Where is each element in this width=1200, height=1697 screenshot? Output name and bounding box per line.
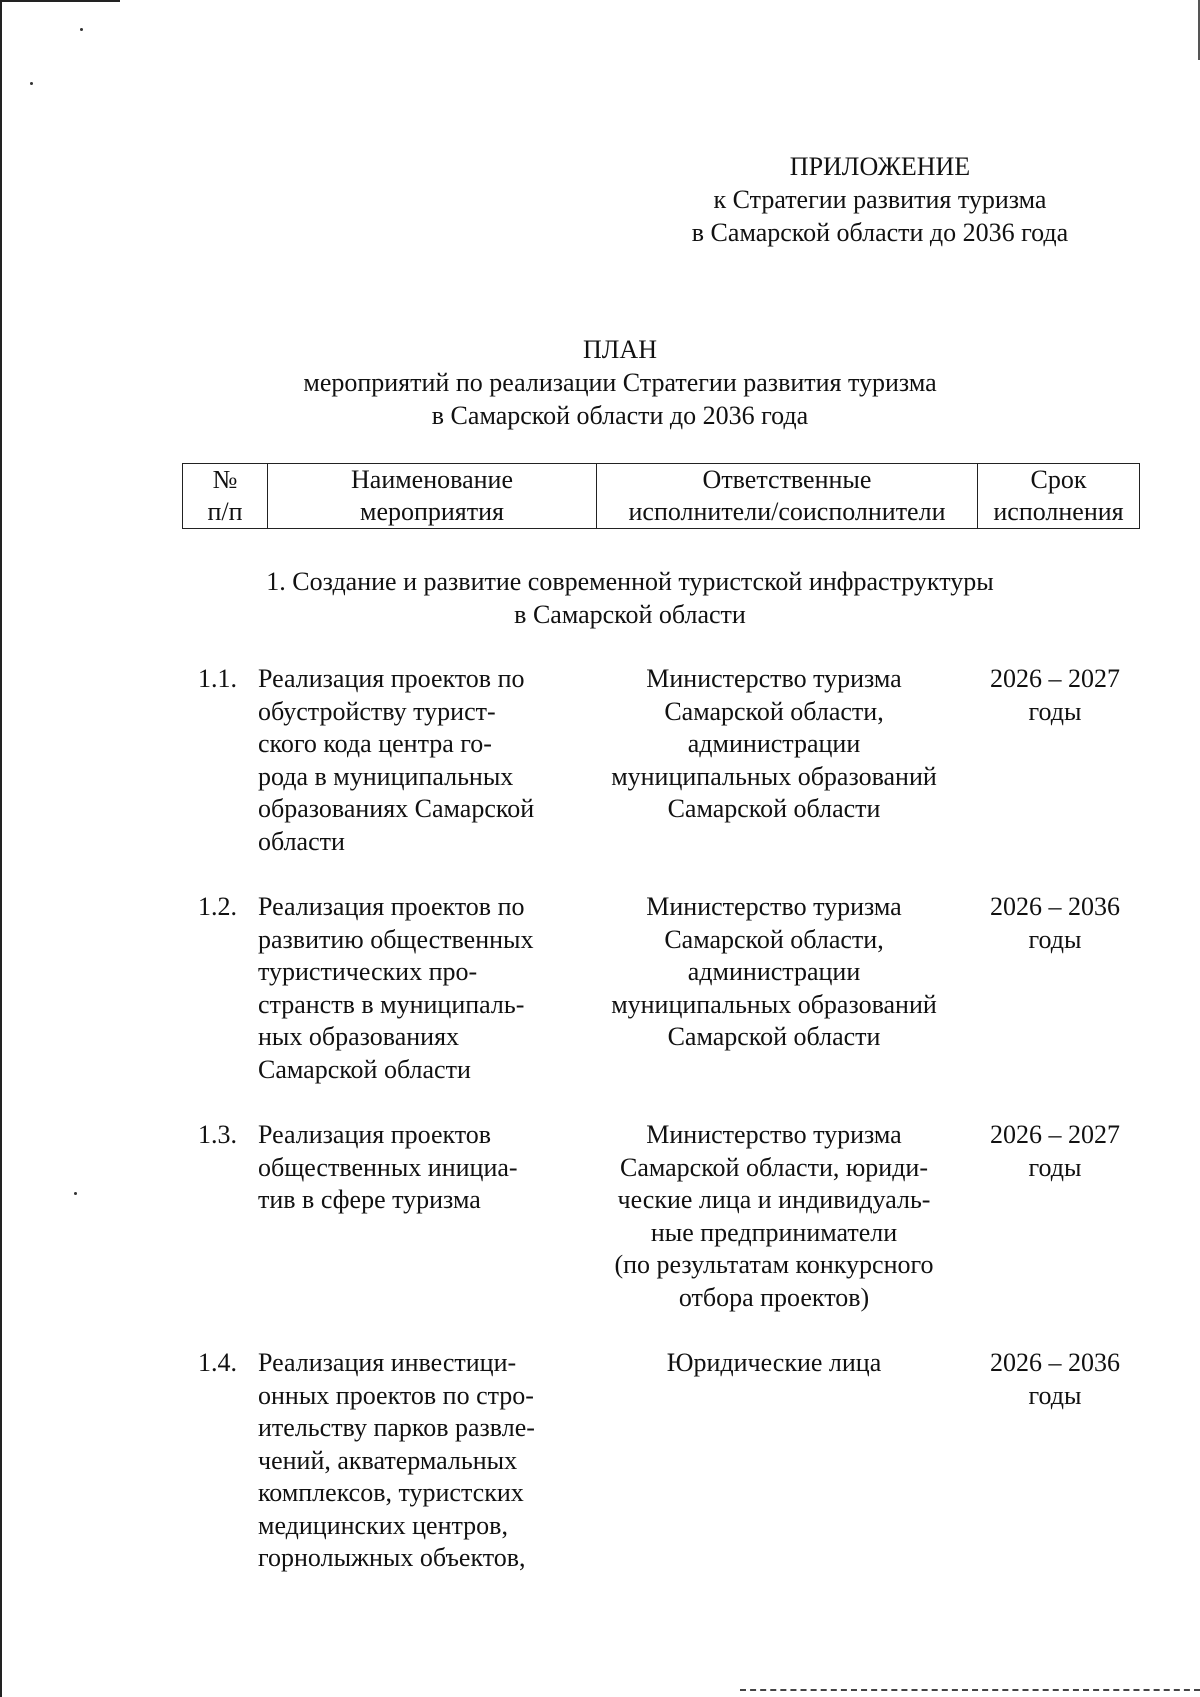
header-name [268,464,597,529]
cell-line: Самарской области, [664,924,884,954]
cell-line: Министерство туризма [646,892,902,921]
row-responsible [578,891,970,1086]
plan-rows [182,663,1140,1608]
cell-line: Министерство туризма [646,1120,902,1149]
scan-dot [30,82,33,85]
row-name [258,1347,578,1575]
cell-line: муниципальных образований [611,761,937,791]
cell-line: Самарской области [667,1022,881,1051]
row-number: 1.2. [198,892,237,921]
cell-line: отбора проектов) [678,1282,870,1312]
cell-line: Самарской области [667,794,881,823]
cell-line: Самарской области [258,1054,471,1084]
cell-line: ческие лица и индивидуаль- [617,1185,931,1214]
page-border-left [0,0,2,1697]
row-name [258,663,578,858]
annex-line: в Самарской области до 2036 года [691,218,1069,247]
row-term [970,1347,1140,1575]
cell-line: области [258,826,345,856]
cell-line: ные предприниматели [650,1217,898,1247]
header-text: Ответственные [702,465,872,494]
cell-line: чений, акватермальных [258,1445,518,1475]
table-row [182,663,1140,858]
header-text: Наименование [351,465,513,494]
cell-line: туристических про- [258,957,478,986]
cell-line: (по результатам конкурсного [614,1250,934,1279]
cell-line: комплексов, туристских [258,1478,524,1507]
cell-line: образованиях Самарской [258,794,535,823]
cell-line: 2026 – 2027 [990,1120,1120,1149]
cell-line: рода в муниципальных [258,761,514,791]
cell-line: администрации [687,957,861,986]
cell-line: Юридические лица [666,1348,882,1377]
cell-line: горнолыжных объектов, [258,1543,526,1572]
cell-line: общественных инициа- [258,1152,518,1182]
section-line: в Самарской области [514,600,746,629]
cell-line: администрации [687,729,861,758]
cell-line: 2026 – 2036 [990,892,1120,921]
cell-line: Реализация инвестици- [258,1348,517,1377]
page-border-top [0,0,120,2]
cell-line: развитию общественных [258,924,534,954]
section-title [240,565,1020,631]
cell-line: ительству парков развле- [258,1413,535,1442]
row-term [970,1119,1140,1314]
cell-line: годы [1028,924,1082,954]
header-num [183,464,268,529]
header-text: исполнители/соисполнители [628,497,946,526]
bottom-dashed-line [740,1689,1200,1691]
row-term [970,891,1140,1086]
cell-line: Самарской области, [664,696,884,726]
cell-line: Реализация проектов по [258,892,525,921]
title-line: в Самарской области до 2036 года [431,401,809,430]
row-number: 1.3. [198,1120,237,1149]
cell-line: 2026 – 2027 [990,664,1120,693]
cell-line: онных проектов по стро- [258,1380,534,1410]
cell-line: странств в муниципаль- [258,989,525,1019]
cell-line: Самарской области, юриди- [619,1152,928,1182]
cell-line: ского кода центра го- [258,729,492,758]
row-number: 1.1. [198,664,237,693]
header-text: мероприятия [359,497,504,526]
row-responsible [578,1347,970,1575]
cell-line: годы [1028,1380,1082,1410]
cell-line: Министерство туризма [646,664,902,693]
header-text: исполнения [993,497,1124,526]
row-name [258,891,578,1086]
table-row [182,1347,1140,1575]
row-number: 1.4. [198,1348,237,1377]
row-term [970,663,1140,858]
header-term [978,464,1140,529]
title-line: ПЛАН [583,335,657,364]
section-line: 1. Создание и развитие современной туристской инфраструктуры [266,567,994,596]
table-row [182,1119,1140,1314]
scan-dot [74,1192,77,1195]
cell-line: ных образованиях [258,1022,460,1051]
table-row [182,891,1140,1086]
cell-line: годы [1028,696,1082,726]
scan-dot [80,28,83,31]
cell-line: медицинских центров, [258,1510,508,1540]
header-responsible [597,464,978,529]
annex-header [660,150,1100,249]
plan-table-header [182,463,1140,529]
header-text: п/п [207,497,243,526]
header-text: № [212,465,238,494]
title-line: мероприятий по реализации Стратегии развития туризма [303,368,937,397]
cell-line: годы [1028,1152,1082,1182]
cell-line: Реализация проектов по [258,664,525,693]
annex-line: к Стратегии развития туризма [713,185,1047,214]
row-responsible [578,1119,970,1314]
cell-line: 2026 – 2036 [990,1348,1120,1377]
cell-line: муниципальных образований [611,989,937,1019]
cell-line: тив в сфере туризма [258,1185,481,1214]
cell-line: Реализация проектов [258,1120,492,1149]
row-responsible [578,663,970,858]
document-title [240,333,1000,432]
header-text: Срок [1030,465,1087,494]
annex-line: ПРИЛОЖЕНИЕ [789,152,971,181]
cell-line: обустройству турист- [258,696,496,726]
row-name [258,1119,578,1314]
